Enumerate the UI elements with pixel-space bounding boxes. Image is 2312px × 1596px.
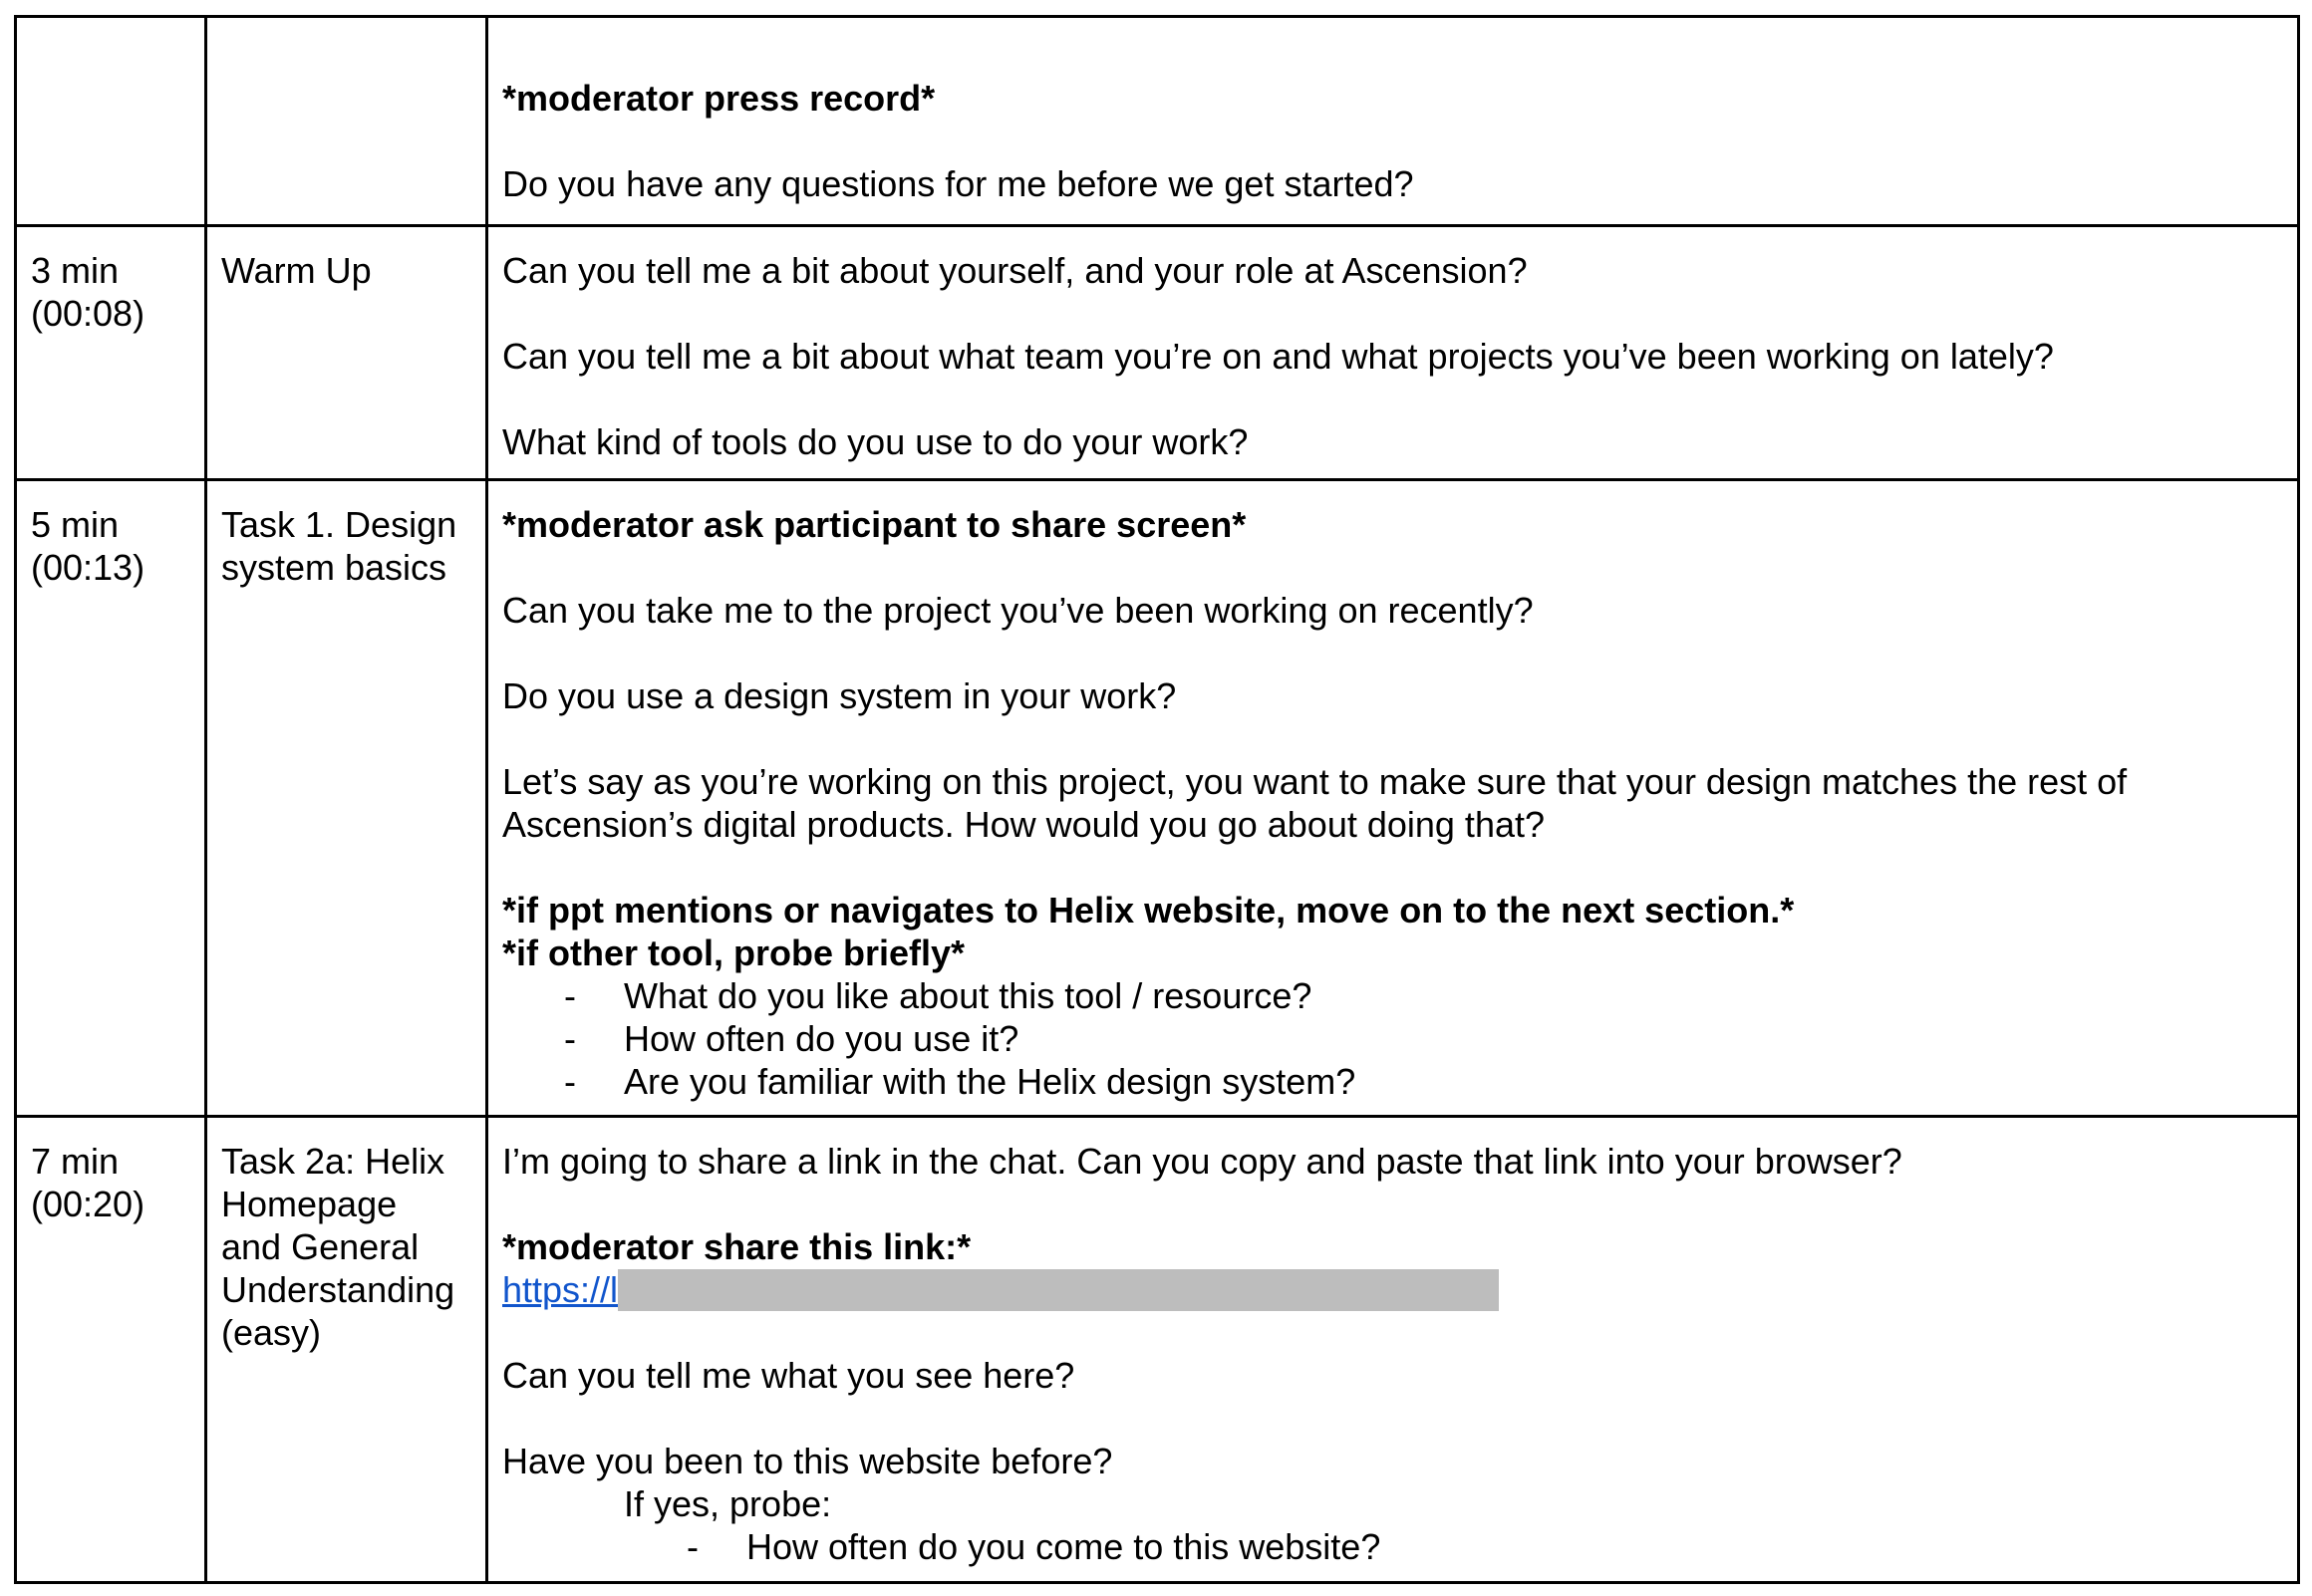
script-cell [487,1117,2299,1583]
shared-link-line [502,1268,2283,1311]
time-cell [16,480,206,1117]
list-item [502,1525,2283,1568]
bullet-dash: - [564,1061,576,1102]
probe-condition: If yes, probe: [624,1483,832,1524]
time-cell [16,1117,206,1583]
timestamp: (00:08) [31,293,145,334]
bullet-dash: - [564,1018,576,1059]
task-title-line: (easy) [221,1312,322,1353]
script-question: Do you use a design system in your work? [502,675,1177,716]
script-cell [487,17,2299,226]
redacted-url-block [618,1269,1499,1311]
script-question: Can you take me to the project you’ve been working on recently? [502,590,1534,631]
task-title-line: and General [221,1226,420,1267]
list-item [502,974,2283,1017]
script-question: I’m going to share a link in the chat. Can you copy and paste that link into your browser? [502,1141,1902,1182]
script-question: Can you tell me what you see here? [502,1355,1075,1396]
task-title: Warm Up [221,250,372,291]
moderator-note: *moderator press record* [502,78,936,119]
table-row [16,1117,2299,1583]
duration: 7 min [31,1141,120,1182]
table-row [16,480,2299,1117]
script-question: Have you been to this website before? [502,1441,1113,1481]
task-title-line: system basics [221,547,447,588]
moderator-note: *moderator ask participant to share screen* [502,504,1247,545]
moderator-note: *moderator share this link:* [502,1226,972,1267]
script-cell [487,226,2299,480]
timestamp: (00:13) [31,547,145,588]
moderator-note: *if other tool, probe briefly* [502,932,966,973]
list-item [502,1017,2283,1060]
script-question: Do you have any questions for me before we get started? [502,163,1414,204]
bullet-dash: - [687,1526,699,1567]
script-question: Let’s say as you’re working on this project, you want to make sure that your design matches the rest of Ascension’s digital products. How would you go about doing that? [502,761,2128,845]
task-cell [206,1117,487,1583]
task-cell [206,480,487,1117]
probe-list [502,974,2283,1103]
probe-list [502,1525,2283,1568]
probe-question: How often do you use it? [624,1018,1019,1059]
moderator-guide-table [14,15,2300,1584]
task-title-line: Homepage [221,1184,398,1224]
duration: 5 min [31,504,120,545]
table-row [16,226,2299,480]
list-item [502,1060,2283,1103]
bullet-dash: - [564,975,576,1016]
table-row [16,17,2299,226]
task-cell [206,17,487,226]
task-title-line: Task 1. Design [221,504,457,545]
task-title-line: Task 2a: Helix [221,1141,445,1182]
helix-link[interactable]: https://l [502,1269,619,1310]
script-question: What kind of tools do you use to do your work? [502,421,1249,462]
script-question: Can you tell me a bit about yourself, and your role at Ascension? [502,250,1528,291]
duration: 3 min [31,250,120,291]
probe-question: Are you familiar with the Helix design system? [624,1061,1356,1102]
time-cell [16,17,206,226]
timestamp: (00:20) [31,1184,145,1224]
time-cell [16,226,206,480]
probe-question: What do you like about this tool / resource? [624,975,1312,1016]
task-cell [206,226,487,480]
script-cell [487,480,2299,1117]
moderator-note: *if ppt mentions or navigates to Helix website, move on to the next section.* [502,890,1795,931]
script-question: Can you tell me a bit about what team you’re on and what projects you’ve been working on lately? [502,336,2054,377]
probe-question: How often do you come to this website? [746,1526,1381,1567]
task-title-line: Understanding [221,1269,455,1310]
